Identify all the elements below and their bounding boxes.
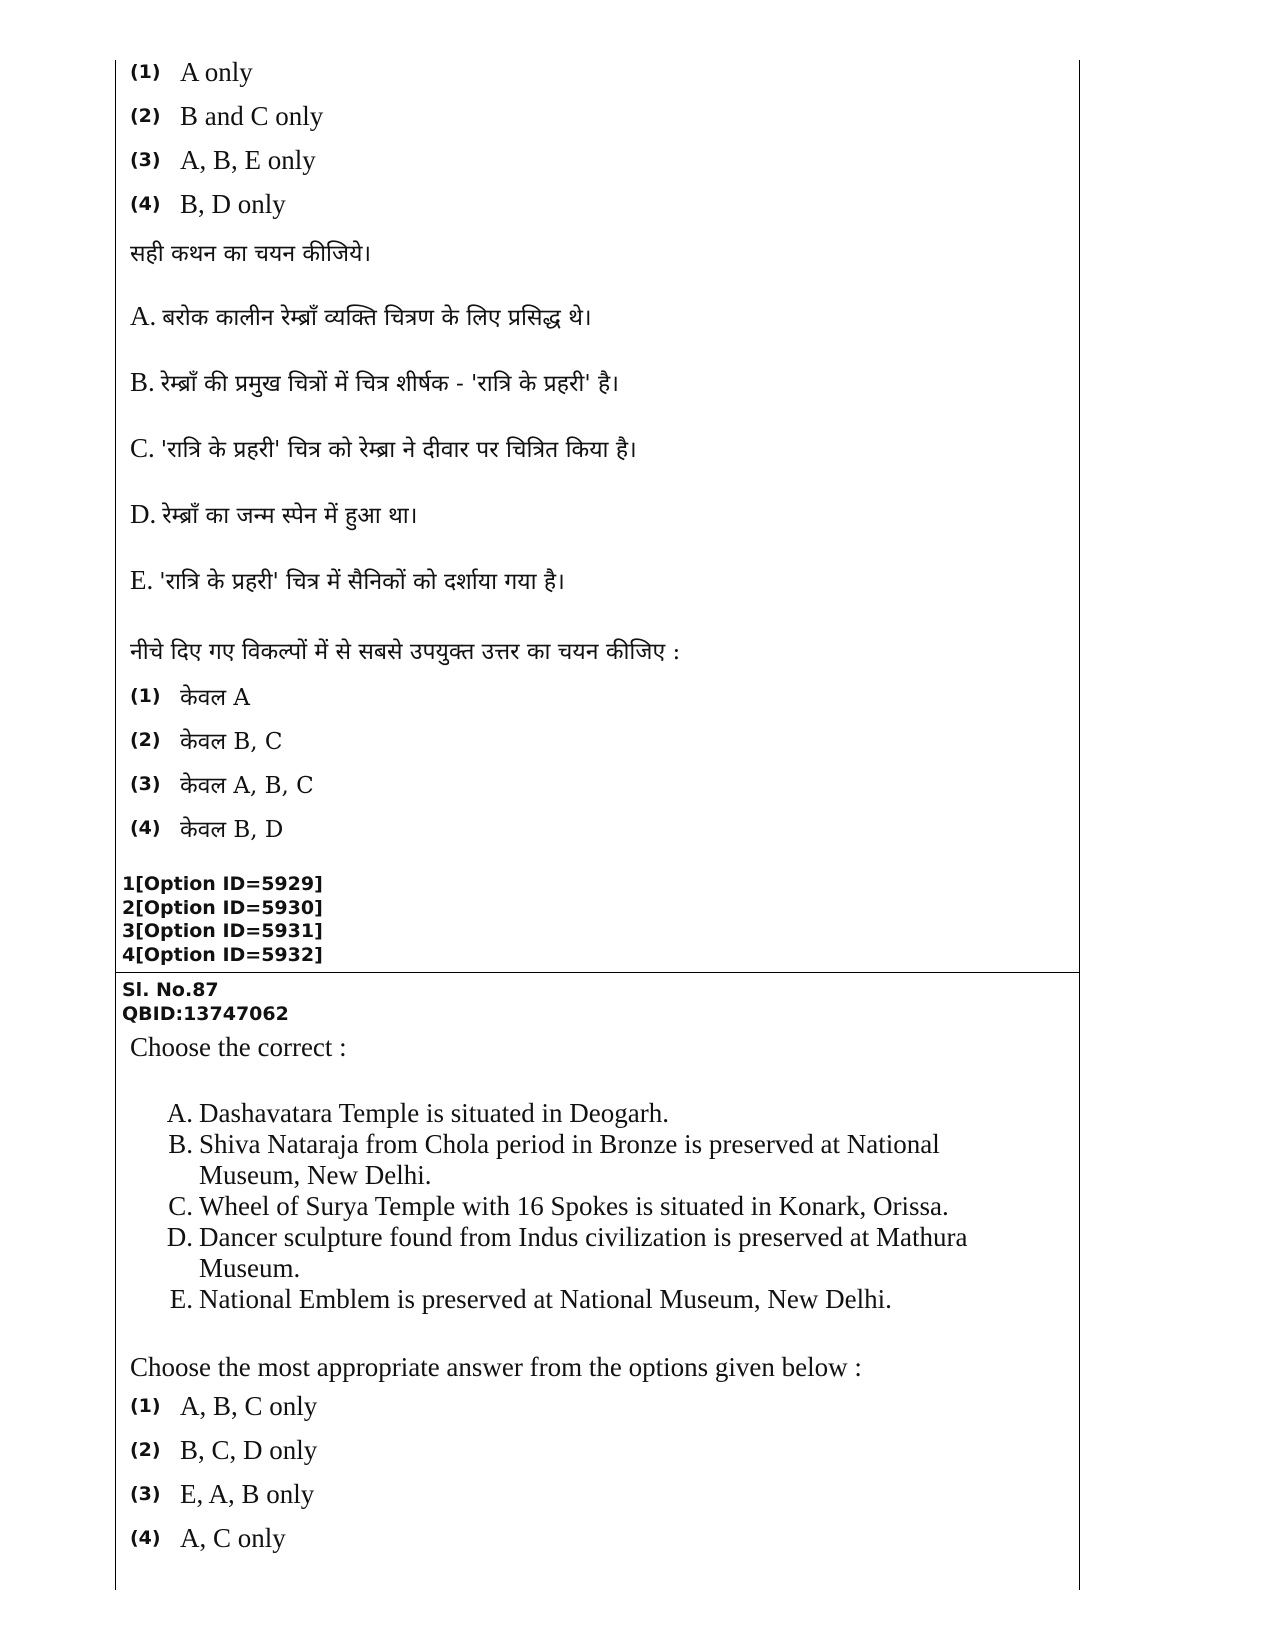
question-header: [122, 979, 289, 1026]
option-row: (3) केवल A, B, C: [130, 773, 314, 799]
question-instruction: Choose the correct :: [130, 1032, 347, 1062]
option-row: (3) A, B, E only: [130, 144, 316, 175]
option-row: (2) B, C, D only: [130, 1434, 318, 1465]
hindi-statement: A. बरोक कालीन रेम्ब्राँ व्यक्ति चित्रण के लिए प्रसिद्ध थे।: [130, 301, 592, 331]
question-divider: [115, 972, 1080, 973]
option-row: (1) A, B, C only: [130, 1390, 318, 1421]
choose-instruction: Choose the most appropriate answer from the options given below :: [130, 1352, 862, 1382]
statement: D. Dancer sculpture found from Indus civilization is preserved at Mathura: [166, 1222, 968, 1252]
option-row: (2) केवल B, C: [130, 729, 283, 755]
option-row: (1) केवल A: [130, 685, 250, 711]
statement: A. Dashavatara Temple is situated in Deogarh.: [166, 1098, 669, 1128]
option-row: (4) केवल B, D: [130, 817, 284, 843]
statement-list: [155, 1098, 968, 1315]
hindi-statement: C. 'रात्रि के प्रहरी' चित्र को रेम्ब्रा ने दीवार पर चित्रित किया है।: [130, 433, 637, 463]
option-row: (3) E, A, B only: [130, 1478, 315, 1509]
option-row: (4) B, D only: [130, 188, 286, 219]
statement: C. Wheel of Surya Temple with 16 Spokes is situated in Konark, Orissa.: [168, 1191, 949, 1221]
qbid: QBID:13747062: [122, 1002, 289, 1025]
option-row: (2) B and C only: [130, 100, 324, 131]
statement: E. National Emblem is preserved at National Museum, New Delhi.: [169, 1284, 892, 1314]
statement: B. Shiva Nataraja from Chola period in Bronze is preserved at National: [168, 1129, 940, 1159]
hindi-instruction: सही कथन का चयन कीजिये।: [130, 241, 372, 267]
hindi-choose-instruction: नीचे दिए गए विकल्पों में से सबसे उपयुक्त उत्तर का चयन कीजिए :: [130, 639, 681, 665]
option-row: (1) A only: [130, 56, 253, 87]
option-row: (4) A, C only: [130, 1522, 286, 1553]
hindi-statement: D. रेम्ब्राँ का जन्म स्पेन में हुआ था।: [130, 499, 418, 529]
statement: Museum.: [199, 1253, 301, 1283]
serial-number: Sl. No.87: [122, 979, 219, 1001]
hindi-statement: B. रेम्ब्राँ की प्रमुख चित्रों में चित्र शीर्षक - 'रात्रि के प्रहरी' है।: [130, 367, 619, 397]
hindi-statement: E. 'रात्रि के प्रहरी' चित्र में सैनिकों को दर्शाया गया है।: [130, 565, 565, 595]
statement: Museum, New Delhi.: [199, 1160, 432, 1190]
option-ids: 1[Option ID=5929] 2[Option ID=5930] 3[Option ID=5931] 4[Option ID=5932]: [122, 873, 323, 966]
